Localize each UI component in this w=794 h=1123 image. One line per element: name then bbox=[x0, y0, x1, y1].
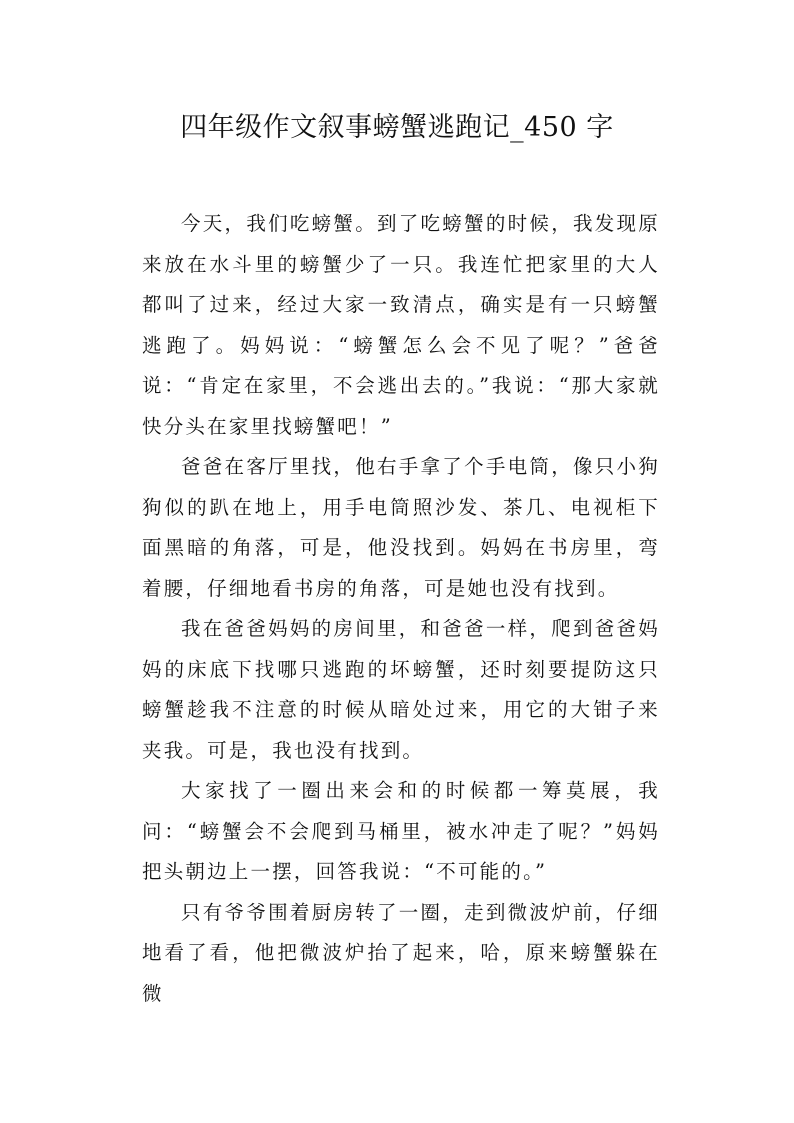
paragraph-1: 今天，我们吃螃蟹。到了吃螃蟹的时候，我发现原来放在水斗里的螃蟹少了一只。我连忙把家里的大人都叫了过来，经过大家一致清点，确实是有一只螃蟹逃跑了。妈妈说：“螃蟹怎么会不见了呢？”爸爸说：“肯定在家里，不会逃出去的。”我说：“那大家就快分头在家里找螃蟹吧！” bbox=[142, 212, 660, 438]
paragraph-4: 大家找了一圈出来会和的时候都一筹莫展，我问：“螃蟹会不会爬到马桶里，被水冲走了呢？”妈妈把头朝边上一摆，回答我说：“不可能的。” bbox=[142, 779, 660, 883]
paragraph-3: 我在爸爸妈妈的房间里，和爸爸一样，爬到爸爸妈妈的床底下找哪只逃跑的坏螃蟹，还时刻要提防这只螃蟹趁我不注意的时候从暗处过来，用它的大钳子来夹我。可是，我也没有找到。 bbox=[142, 617, 660, 762]
paragraph-5: 只有爷爷围着厨房转了一圈，走到微波炉前，仔细地看了看，他把微波炉抬了起来，哈，原来螃蟹躲在微 bbox=[142, 900, 660, 1005]
document-body bbox=[142, 204, 660, 1014]
paragraph-2: 爸爸在客厅里找，他右手拿了个手电筒，像只小狗狗似的趴在地上，用手电筒照沙发、茶几、电视柜下面黑暗的角落，可是，他没找到。妈妈在书房里，弯着腰，仔细地看书房的角落，可是她也没有找到。 bbox=[142, 455, 660, 600]
document-title: 四年级作文叙事螃蟹逃跑记_450 字 bbox=[180, 112, 614, 143]
